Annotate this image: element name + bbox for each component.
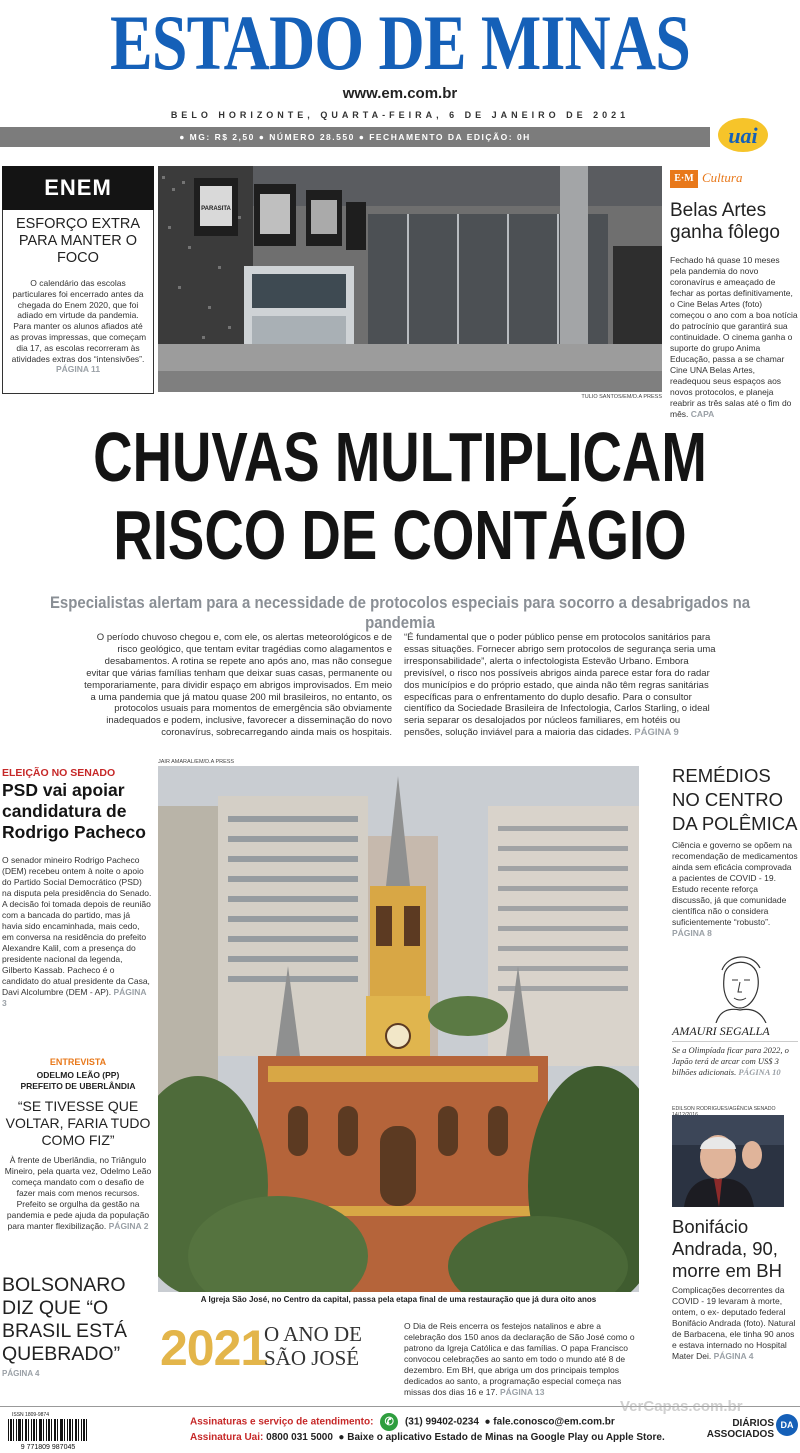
main-headline-line1: CHUVAS MULTIPLICAM xyxy=(93,418,707,496)
enem-headline: ESFORÇO EXTRA PARA MANTER O FOCO xyxy=(15,216,141,266)
diarios-associados-logo: DIÁRIOS ASSOCIADOS xyxy=(706,1418,774,1440)
columnist-page-ref: PÁGINA 10 xyxy=(738,1067,781,1077)
phone-number[interactable]: (31) 99402-0234 xyxy=(404,1416,479,1428)
remedios-headline[interactable]: REMÉDIOS NO CENTRO DA POLÊMICA xyxy=(672,765,798,834)
masthead-date: BELO HORIZONTE, QUARTA-FEIRA, 6 DE JANEIRO DE 2021 xyxy=(170,110,630,120)
parasita-sign: PARASITA xyxy=(201,206,231,212)
church-photo xyxy=(158,766,639,1292)
watermark: VerCapas.com.br xyxy=(620,1398,743,1415)
belas-artes-headline[interactable]: Belas Artes ganha fôlego xyxy=(670,200,780,243)
entrevista-kicker: ENTREVISTA xyxy=(49,1057,107,1067)
church-caption: A Igreja São José, no Centro da capital, passa pela etapa final de uma restauração que já dura oito anos xyxy=(200,1295,597,1304)
barcode xyxy=(2,1410,94,1450)
masthead-title: ESTADO DE MINAS xyxy=(109,0,691,86)
andrada-headline[interactable]: Bonifácio Andrada, 90, morre em BH xyxy=(672,1216,782,1281)
sao-jose-page-ref: PÁGINA 13 xyxy=(499,1387,545,1397)
entrevista-body: À frente de Uberlândia, no Triângulo Mineiro, pela quarta vez, Odelmo Leão começa mandato com o desafio de fazer mais com menos recursos. Prefeito se orgulha da gestão na pandemia e pede ajuda da população para manter flexibilização. xyxy=(4,1155,152,1231)
remedios-page-ref: PÁGINA 8 xyxy=(672,928,712,938)
columnist-quote xyxy=(672,1045,798,1078)
sao-jose-title[interactable]: O ANO DE SÃO JOSÉ xyxy=(264,1322,362,1370)
andrada-page-ref: PÁGINA 4 xyxy=(713,1351,754,1361)
enem-page-ref: PÁGINA 11 xyxy=(55,364,101,375)
issn-text: ISSN 1809-9874 xyxy=(12,1412,49,1418)
columnist-portrait-icon xyxy=(700,948,780,1023)
columnist-name: AMAURI SEGALLA xyxy=(672,1024,798,1042)
enem-text xyxy=(8,278,148,375)
bolsonaro-page-ref: PÁGINA 4 xyxy=(2,1369,40,1378)
belas-artes-text xyxy=(670,255,798,420)
main-headline-line2: RISCO DE CONTÁGIO xyxy=(113,496,687,574)
da-logo-icon: DA xyxy=(776,1414,798,1436)
eleicao-headline[interactable]: PSD vai apoiar candidatura de Rodrigo Pacheco xyxy=(2,780,146,842)
app-text[interactable]: Baixe o aplicativo Estado de Minas na Google Play ou Apple Store. xyxy=(347,1432,665,1443)
columnist-quote-body: Se a Olimpíada ficar para 2022, o Japão terá de arcar com US$ 3 bilhões adicionais. xyxy=(672,1045,789,1077)
main-headline[interactable] xyxy=(88,418,712,574)
section-label: Cultura xyxy=(702,170,743,185)
enem-body: O calendário das escolas particulares foi encerrado antes da chegada do Enem 2020, que foi adiado em virtude da pandemia. Para manter os alunos afiados até as provas impressas, que começam dia 17, as escolas recorreram às atividades extras dos “intensivões”. xyxy=(9,278,147,364)
em-badge: E·M xyxy=(670,170,698,188)
contact-email[interactable]: fale.conosco@em.com.br xyxy=(493,1416,615,1428)
barcode-number: 9 771809 987045 xyxy=(20,1444,76,1450)
entrevista-name: ODELMO LEÃO (PP) xyxy=(36,1070,120,1080)
footer-uai: Assinatura Uai: 0800 031 5000 ● Baixe o aplicativo Estado de Minas na Google Play ou Apple Store. xyxy=(190,1432,665,1443)
columnist-sketch xyxy=(700,948,780,1023)
remedios-text xyxy=(672,840,798,939)
photo-credit: TULIO SANTOS/EM/D.A PRESS xyxy=(581,394,662,400)
church-photo-credit: JAIR AMARAL/EM/D.A PRESS xyxy=(158,759,235,765)
lead-text-right xyxy=(404,632,716,739)
eleicao-page-ref: PÁGINA 3 xyxy=(2,987,147,1008)
andrada-text xyxy=(672,1285,798,1362)
uai-logo: uai xyxy=(718,118,768,152)
bolsonaro-headline[interactable]: BOLSONARO DIZ QUE “O BRASIL ESTÁ QUEBRADO” xyxy=(2,1274,127,1365)
belas-artes-page-ref: CAPA xyxy=(690,409,715,419)
lead-text-left: O período chuvoso chegou e, com ele, os alertas meteorológicos e de risco geológico, que tentam evitar tragédias como alagamentos e desabamentos. A rotina se repete ano após ano, mas não consegue evitar que várias famílias tenham que deixar suas casas, permanente ou temporariamente, para dividir espaço em abrigos improvisados. Em meio a uma pandemia que já matou quase 200 mil brasileiros, no entanto, os protocolos usuais para momentos de emergência são obviamente inadequados e podem, inclusive, favorecer a disseminação do novo coronavírus, sobrecarregando ainda mais os hospitais. xyxy=(84,632,392,739)
cinema-photo xyxy=(158,166,662,392)
sao-jose-body: O Dia de Reis encerra os festejos natalinos e abre a celebração dos 150 anos da declaração de São José como o patrono da Igreja Católica e das famílias. O papa Francisco convocou celebrações ao santo em todo o mundo até 8 de dezembro. Em BH, que abriga um dos principais templos dedicados ao santo, a programação especial começa nas missas dos dias 16 e 17. xyxy=(404,1321,635,1397)
andrada-photo xyxy=(672,1115,784,1207)
remedios-body: Ciência e governo se opõem na recomendação de medicamentos ainda sem eficácia comprovada a pacientes de COVID - 19. Estudo recente reforça discussão, já que comunidade científica não o considera suficientemente “robusto”. xyxy=(672,840,798,927)
sao-jose-text xyxy=(404,1321,644,1398)
entrevista-page-ref: PÁGINA 2 xyxy=(108,1221,149,1231)
footer-subscriptions: Assinaturas e serviço de atendimento: ✆ (31) 99402-0234 ● fale.conosco@em.com.br xyxy=(190,1413,660,1431)
eleicao-kicker: ELEIÇÃO NO SENADO xyxy=(2,767,116,779)
entrevista-text xyxy=(4,1155,152,1232)
cinema-illustration xyxy=(158,166,662,392)
entrevista-role: PREFEITO DE UBERLÂNDIA xyxy=(20,1081,136,1091)
belas-artes-body: Fechado há quase 10 meses pela pandemia do novo coronavírus e ameaçado de fechar as portas definitivamente, o Cine Belas Artes (foto) começou o ano com a boa notícia do patrocínio que garantirá sua continuidade. O cinema ganha o suporte do grupo Anima Educação, passa a se chamar Cine UNA Belas Artes, readequou seus espaços aos novos protocolos, e planeja reabrir as três salas até o fim do mês. xyxy=(670,255,798,419)
year-highlight: 2021 xyxy=(160,1320,268,1376)
barcode-icon xyxy=(2,1410,94,1450)
lead-right-body: “É fundamental que o poder público pense em protocolos sanitários para essas situações. Fornecer abrigo sem protocolos de segurança seria uma irresponsabilidade”, alerta o infectologista Estevão Urbano. Embora previsível, o risco nos possíveis abrigos ainda parece estar fora do radar dos municípios e do próprio estado, que ainda não têm regras sanitárias específicas para o enfrentamento do duplo desafio. Para o consultor científico da Sociedade Brasileira de Infectologia, Carlos Starling, o ideal seria separar os desalojados por núcleos familiares, em hotéis ou pensões, solução inviável para a maioria das cidades. xyxy=(404,632,716,739)
lead-page-ref: PÁGINA 9 xyxy=(634,727,679,739)
edition-info-bar: ● MG: R$ 2,50 ● NÚMERO 28.550 ● FECHAMENTO DA EDIÇÃO: 0H xyxy=(0,127,710,147)
andrada-photo-credit: EDILSON RODRIGUES/AGÊNCIA SENADO xyxy=(672,1106,776,1112)
uai-subscribe-label: Assinatura Uai: xyxy=(190,1432,264,1443)
enem-label: ENEM xyxy=(2,166,154,210)
sub-headline: Especialistas alertam para a necessidade de protocolos especiais para socorro a desabrigados na pandemia xyxy=(49,593,751,632)
eleicao-text xyxy=(2,855,152,1009)
subscribe-label: Assinaturas e serviço de atendimento: xyxy=(190,1416,374,1428)
eleicao-body: O senador mineiro Rodrigo Pacheco (DEM) recebeu ontem à noite o apoio do Partido Social Democrático (PSD) na disputa pela presidência do Senado. A decisão foi tomada depois de reunião com a bancada do partido, mas já havia sido encaminhada, mais cedo, em conversa na residência do prefeito Alexandre Kalil, com a presença do presidente nacional da legenda, Gilberto Kassab. Pacheco é o candidato do atual presidente da Casa, Davi Alcolumbre (DEM - AP). xyxy=(2,855,152,997)
andrada-body: Complicações decorrentes da COVID - 19 levaram à morte, ontem, o ex- deputado federal Bonifácio Andrada (foto). Natural de Barbacena, ele tinha 90 anos e estava internado no Hospital Mater Dei. xyxy=(672,1285,796,1361)
uai-phone[interactable]: 0800 031 5000 xyxy=(266,1432,333,1443)
church-illustration xyxy=(158,766,639,1292)
andrada-portrait xyxy=(672,1115,784,1207)
masthead-url[interactable]: www.em.com.br xyxy=(342,85,458,102)
entrevista-quote[interactable]: “SE TIVESSE QUE VOLTAR, FARIA TUDO COMO FIZ” xyxy=(5,1098,151,1148)
whatsapp-icon: ✆ xyxy=(380,1413,398,1431)
